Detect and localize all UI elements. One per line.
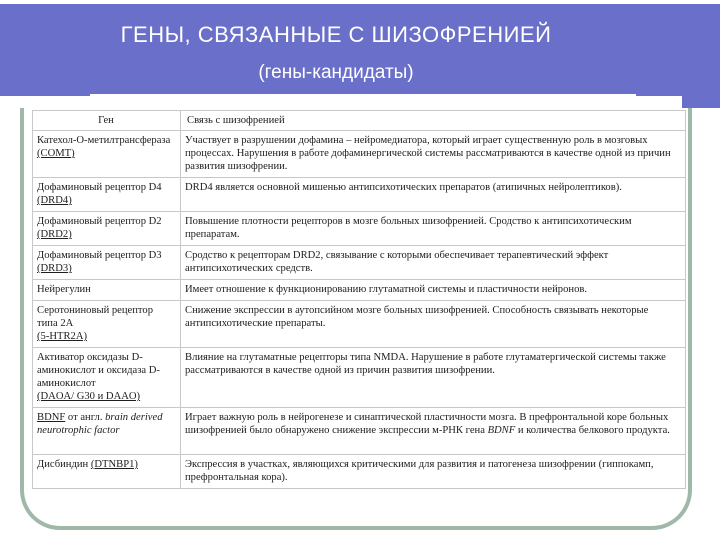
table-row	[33, 408, 686, 455]
gene-cell	[33, 212, 181, 246]
gene-symbol: (DRD2)	[37, 229, 72, 240]
gene-cell	[33, 131, 181, 178]
gene-symbol: (DAOA/ G30 и DAAO)	[37, 391, 141, 402]
link-cell	[181, 408, 686, 455]
title-underline	[90, 94, 636, 97]
gene-symbol: BDNF	[37, 412, 66, 423]
table-row	[33, 131, 686, 178]
link-cell: Участвует в разрушении дофамина – нейромедиатора, который играет существенную роль в мозговых процессах. Нарушения в работе дофаминергической системы рассматриваются в качестве одной из причин развития шизофрении.	[181, 131, 686, 178]
gene-name: Активатор оксидазы D-аминокислот и оксидаза D-аминокислот	[37, 352, 160, 389]
link-cell: Сродство к рецепторам DRD2, связывание с которыми обеспечивает терапевтический эффект антипсихотических средств.	[181, 246, 686, 280]
gene-symbol: (DRD4)	[37, 195, 72, 206]
link-text: и количества белкового продукта.	[515, 425, 670, 436]
gene-name: Дофаминовый рецептор D4	[37, 182, 162, 193]
title-banner-tab	[682, 4, 720, 108]
link-text: Играет важную роль в нейрогенезе и синаптической пластичности мозга. В префронтальной коре больных шизофренией было обнаружено снижение экспрессии м-РНК гена	[185, 412, 669, 436]
link-cell: Имеет отношение к функционированию глутаматной системы и пластичности нейронов.	[181, 280, 686, 301]
gene-name-italic: brain derived neurotrophic factor	[37, 412, 163, 436]
gene-symbol: (DTNBP1)	[90, 459, 138, 470]
link-text-italic: BDNF	[487, 425, 516, 436]
table-header-row	[33, 111, 686, 131]
table-row	[33, 301, 686, 348]
header-gene: Ген	[33, 111, 181, 131]
gene-name: Дофаминовый рецептор D2	[37, 216, 162, 227]
gene-cell	[33, 301, 181, 348]
gene-name: Нейрегулин	[37, 284, 91, 295]
link-cell: DRD4 является основной мишенью антипсихотических препаратов (атипичных нейролептиков).	[181, 178, 686, 212]
table-row	[33, 455, 686, 489]
gene-name: Дофаминовый рецептор D3	[37, 250, 162, 261]
table-row	[33, 212, 686, 246]
gene-name: от англ.	[65, 412, 106, 423]
gene-cell	[33, 455, 181, 489]
link-cell: Экспрессия в участках, являющихся критическими для развития и патогенеза шизофрении (гиппокамп, префронтальная кора).	[181, 455, 686, 489]
gene-name: Дисбиндин	[37, 459, 89, 470]
gene-name: Серотониновый рецептор типа 2А	[37, 305, 154, 329]
gene-cell	[33, 178, 181, 212]
gene-cell	[33, 408, 181, 455]
gene-symbol: (5-HTR2A)	[37, 331, 88, 342]
table-row	[33, 246, 686, 280]
gene-symbol: (COMT)	[37, 148, 75, 159]
slide-title: ГЕНЫ, СВЯЗАННЫЕ С ШИЗОФРЕНИЕЙ	[120, 22, 552, 47]
link-cell: Повышение плотности рецепторов в мозге больных шизофренией. Сродство к антипсихотическим препаратам.	[181, 212, 686, 246]
table-row	[33, 178, 686, 212]
link-cell: Влияние на глутаматные рецепторы типа NMDA. Нарушение в работе глутаматергической системы также рассматриваются в качестве одной из причин развития шизофрении.	[181, 348, 686, 408]
table-row	[33, 348, 686, 408]
slide-subtitle: (гены-кандидаты)	[258, 62, 414, 83]
gene-cell	[33, 348, 181, 408]
table-row	[33, 280, 686, 301]
header-band	[0, 0, 720, 108]
link-cell: Снижение экспрессии в аутопсийном мозге больных шизофренией. Способность связывать некоторые антипсихотические препараты.	[181, 301, 686, 348]
header-link: Связь с шизофренией	[181, 111, 686, 131]
genes-table	[32, 110, 686, 489]
gene-cell	[33, 280, 181, 301]
gene-symbol: (DRD3)	[37, 263, 72, 274]
gene-name: Катехол-О-метилтрансфераза	[37, 135, 171, 146]
gene-cell	[33, 246, 181, 280]
